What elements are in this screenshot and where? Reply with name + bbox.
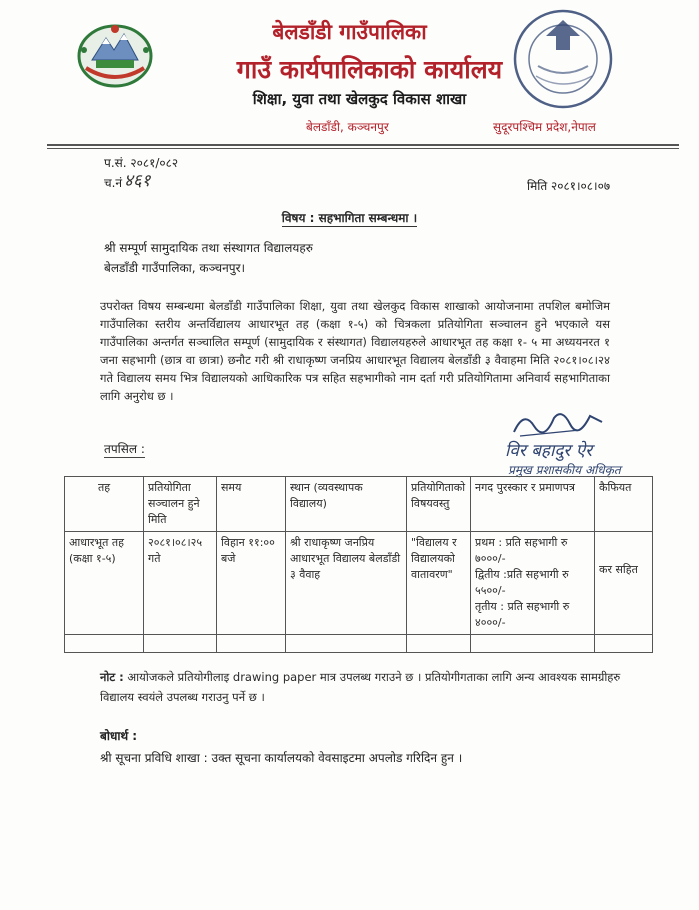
chalani-number: ४६१ <box>124 171 151 191</box>
branch-name: शिक्षा, युवा तथा खेलकुद विकास शाखा <box>252 90 467 108</box>
header-level: तह <box>65 477 144 532</box>
header-prizes: नगद पुरस्कार र प्रमाणपत्र <box>471 477 595 532</box>
table-row <box>65 532 653 635</box>
header-remarks: कैफियत <box>595 477 653 532</box>
empty-cell <box>217 635 286 653</box>
note-label: नोट : <box>100 670 124 684</box>
empty-cell <box>65 635 144 653</box>
office-address: बेलडाँडी, कञ्चनपुर <box>306 120 389 134</box>
header-venue: स्थान (व्यवस्थापक विद्यालय) <box>286 477 407 532</box>
letter-date: मिति २०८१।०८।०७ <box>527 179 611 193</box>
cell-prizes <box>471 532 595 635</box>
cell-theme: "विद्यालय र विद्यालयको वातावरण" <box>407 532 471 635</box>
cell-venue: श्री राधाकृष्ण जनप्रिय आधारभूत विद्यालय बेलडाँडी ३ वैवाह <box>286 532 407 635</box>
empty-cell <box>407 635 471 653</box>
signatory-name: विर बहादुर ऐर <box>505 441 593 461</box>
cell-remarks: कर सहित <box>595 532 653 635</box>
province-name: सुदूरपश्चिम प्रदेश,नेपाल <box>493 120 596 134</box>
patra-sankhya: प.सं. २०८१/०८२ <box>104 156 179 170</box>
table-row-empty <box>65 635 653 653</box>
table-header-row <box>65 477 653 532</box>
subject-line: विषय : सहभागिता सम्बन्धमा । <box>281 211 418 225</box>
recipient-line-1: श्री सम्पूर्ण सामुदायिक तथा संस्थागत विद्यालयहरु <box>104 241 313 255</box>
empty-cell <box>286 635 407 653</box>
header-divider-top <box>47 144 679 146</box>
prize-second: द्वितीय :प्रति सहभागी रु ५५००/- <box>475 568 569 597</box>
bodharth-label: बोधार्थ : <box>100 729 138 743</box>
empty-cell <box>144 635 217 653</box>
body-paragraph: उपरोक्त विषय सम्बन्धमा बेलडाँडी गाउँपालिका शिक्षा, युवा तथा खेलकुद विकास शाखाको आयोजनामा तपशिल बमोजिम गाउँपालिका स्तरीय अन्तर्विद्यालय आधारभूत तह (कक्षा १-५) को चित्रकला प्रतियोगिता सञ्चालन हुने भएकाले यस गाउँपालिका अन्तर्गत सञ्चालित सम्पूर्ण (सामुदायिक र संस्थागत) विद्यालयहरुले आधारभूत तह कक्षा १- ५ मा अध्ययनरत १ जना सहभागी (छात्र वा छात्रा) छनौट गरी श्री राधाकृष्ण जनप्रिय आधारभूत विद्यालय बेलडाँडी ३ वैवाहमा मिति २०८१।०८।२४ गते विद्यालय समय भित्र विद्यालयको आधिकारिक पत्र सहित सहभागीको नाम दर्ता गरी प्रतियोगितामा अनिवार्य सहभागिताका लागि अनुरोध छ । <box>100 299 610 403</box>
prize-first: प्रथम : प्रति सहभागी रु ७०००/- <box>475 536 568 565</box>
empty-cell <box>471 635 595 653</box>
signatory-title: प्रमुख प्रशासकीय अधिकृत <box>508 463 621 477</box>
header-theme: प्रतियोगिताको विषयवस्तु <box>407 477 471 532</box>
schedule-table <box>64 476 653 653</box>
prize-third: तृतीय : प्रति सहभागी रु ४०००/- <box>475 600 570 629</box>
cell-date: २०८१।०८।२५ गते <box>144 532 217 635</box>
municipality-name: बेलडाँडी गाउँपालिका <box>272 20 427 44</box>
empty-cell <box>595 635 653 653</box>
cell-time: विहान ११:०० बजे <box>217 532 286 635</box>
recipient-line-2: बेलडाँडी गाउँपालिका, कञ्चनपुर। <box>104 261 246 275</box>
note-block <box>100 667 640 707</box>
header-date: प्रतियोगिता सञ्चालन हुने मिति <box>144 477 217 532</box>
chalani-label: च.नं <box>104 176 123 190</box>
note-text: आयोजकले प्रतियोगीलाइ drawing paper मात्र उपलब्ध गराउने छ । प्रतियोगीगताका लागि अन्य आवश्यक सामग्रीहरु विद्यालय स्वयंले उपलब्ध गराउनु पर्ने छ । <box>100 670 621 704</box>
header-divider-bottom <box>47 148 679 149</box>
office-seal-icon <box>508 6 618 112</box>
bodharth-text: श्री सूचना प्रविधि शाखा : उक्त सूचना कार्यालयको वेवसाइटमा अपलोड गरिदिन हुन । <box>100 751 463 765</box>
header-time: समय <box>217 477 286 532</box>
office-name: गाउँ कार्यपालिकाको कार्यालय <box>236 55 503 84</box>
tapsil-label: तपसिल : <box>104 442 145 456</box>
cell-level: आधारभूत तह (कक्षा १-५) <box>65 532 144 635</box>
